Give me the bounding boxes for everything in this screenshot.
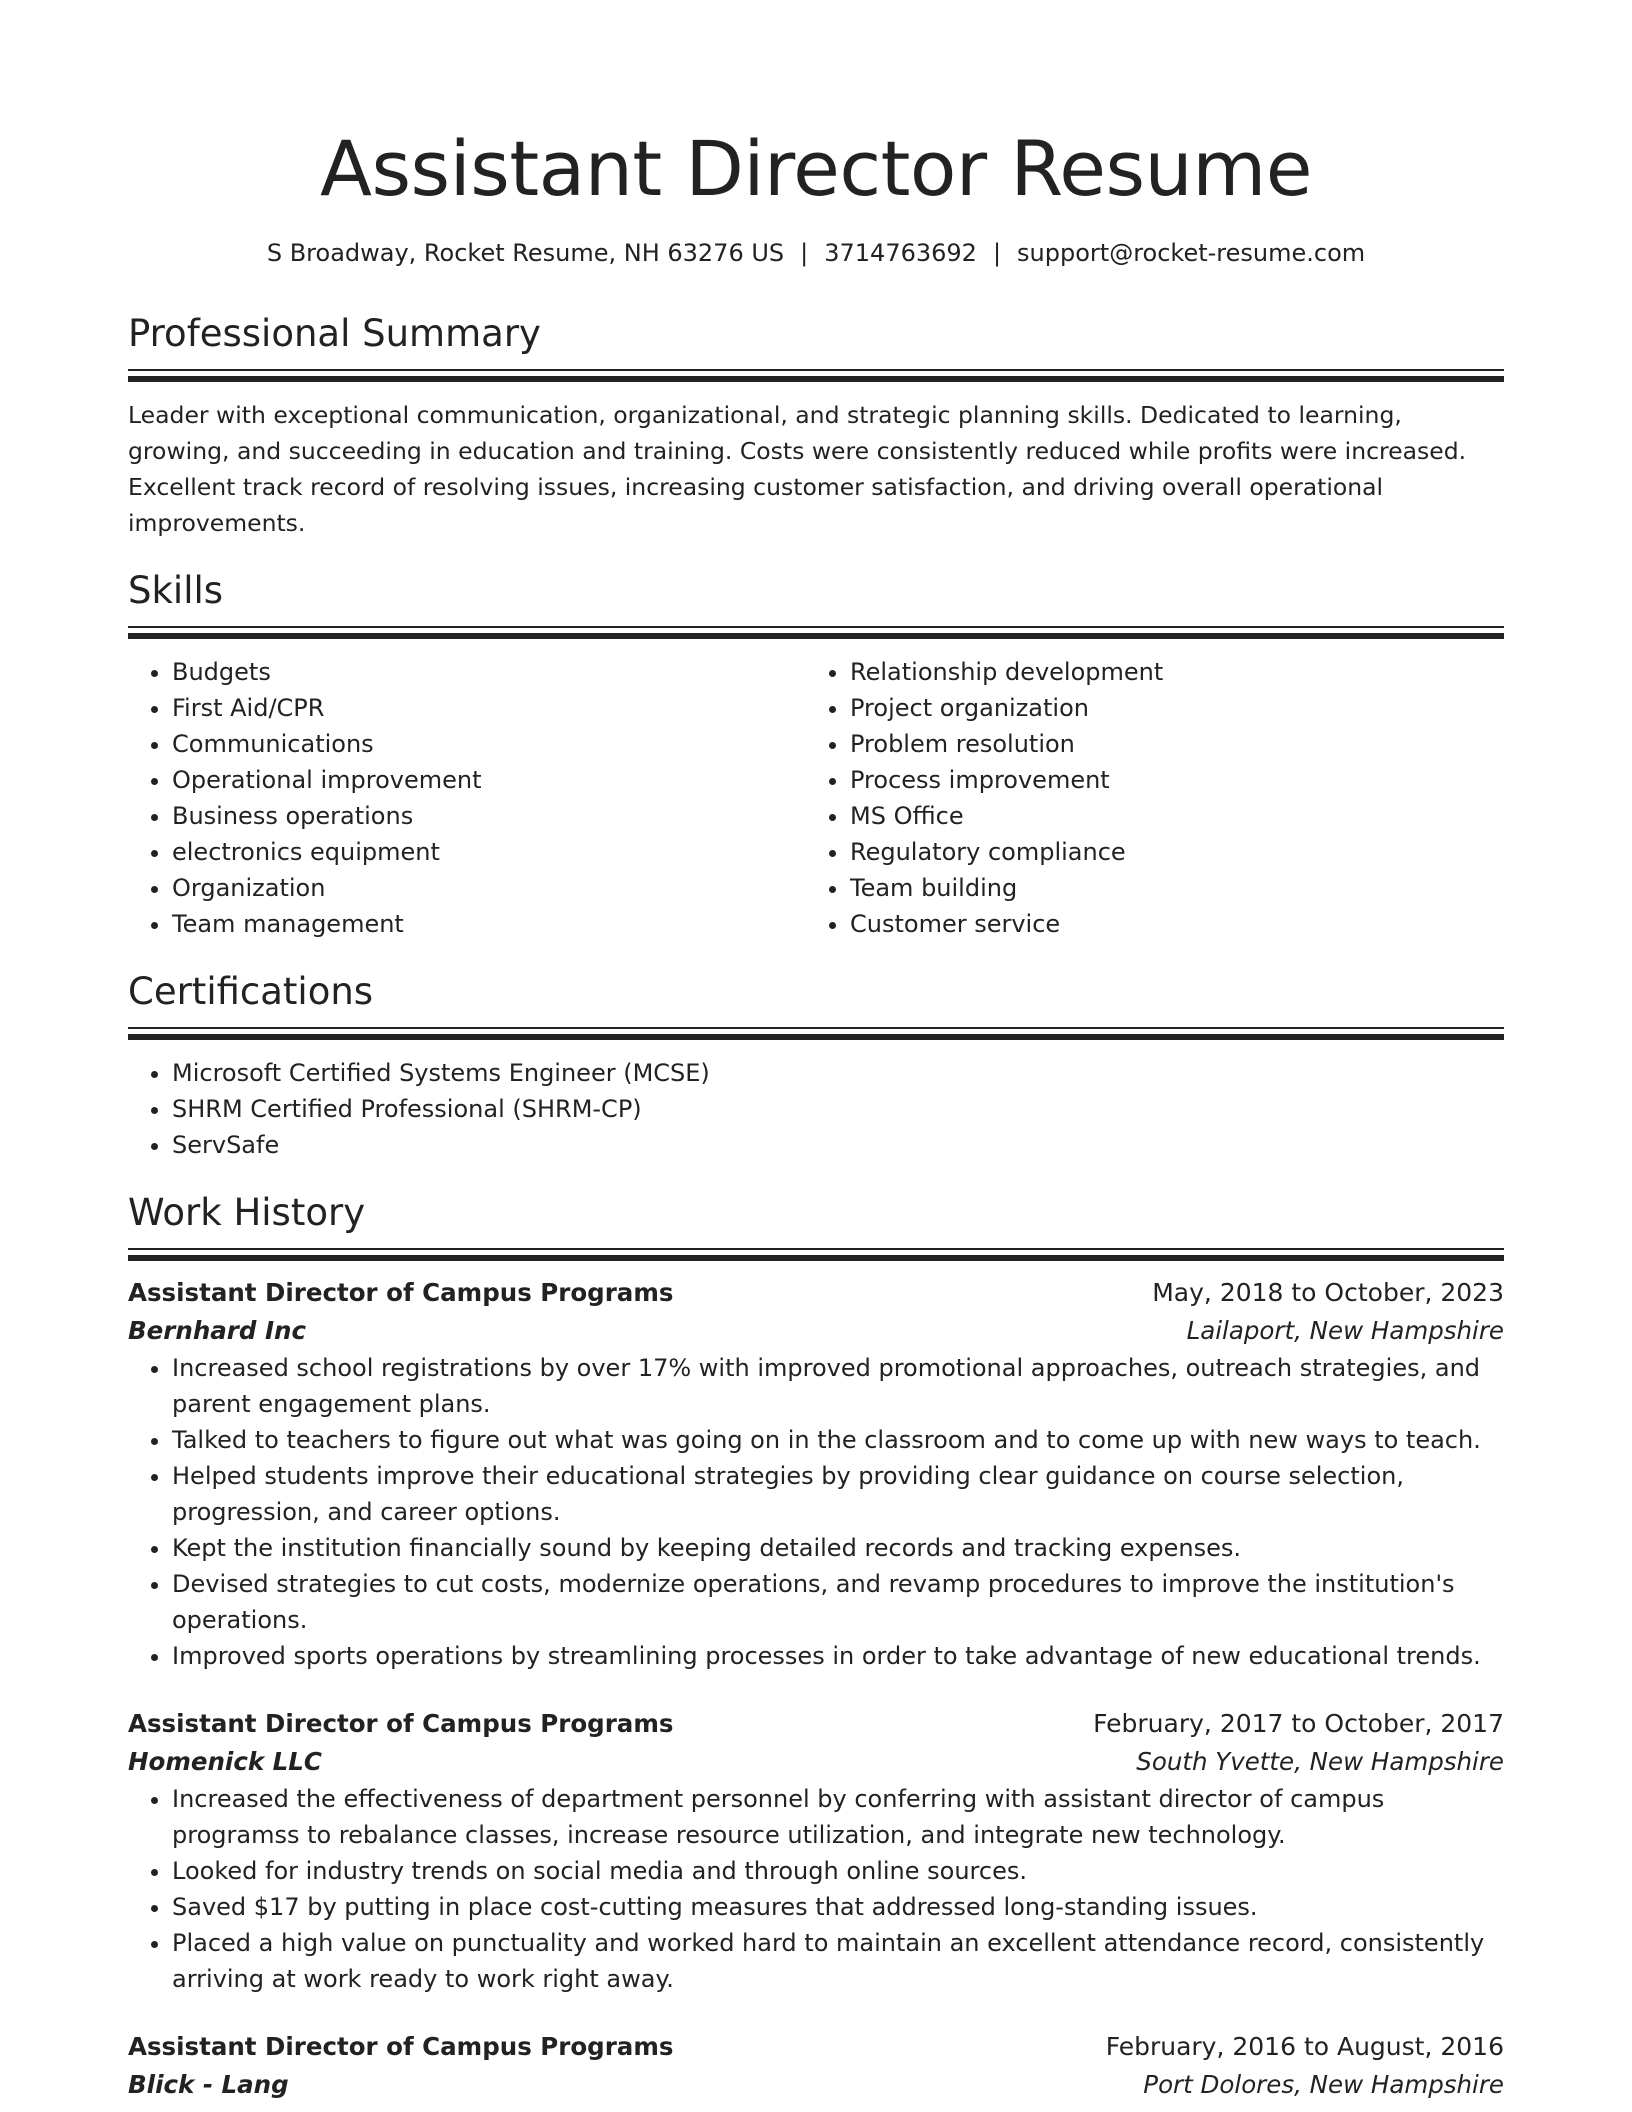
job-dates: February, 2017 to October, 2017 <box>1093 1709 1504 1738</box>
job-title: Assistant Director of Campus Programs <box>128 1709 674 1738</box>
job-location: South Yvette, New Hampshire <box>1136 1747 1504 1776</box>
work-history-heading: Work History <box>128 1191 366 1234</box>
job-subheader <box>128 1312 1504 1350</box>
contact-line <box>128 236 1504 270</box>
job-duty-item: • Looked for industry trends on social media and through online sources. <box>172 1853 1504 1889</box>
skills-list-left <box>128 654 806 942</box>
contact-address: S Broadway, Rocket Resume, NH 63276 US <box>266 239 785 267</box>
job-header <box>128 2028 1504 2066</box>
skill-item: • Communications <box>172 726 806 762</box>
skill-item: • electronics equipment <box>172 834 806 870</box>
skill-item: • Relationship development <box>850 654 1484 690</box>
skills-list-right <box>806 654 1484 942</box>
certifications-section <box>128 967 1504 1163</box>
resume-title: Assistant Director Resume <box>319 124 1313 213</box>
job-dates: February, 2016 to August, 2016 <box>1105 2032 1504 2061</box>
job-title: Assistant Director of Campus Programs <box>128 2032 674 2061</box>
skills-section <box>128 566 1504 942</box>
job-subheader <box>128 1743 1504 1781</box>
skills-heading: Skills <box>128 569 224 612</box>
contact-phone: 3714763692 <box>824 239 977 267</box>
job-header <box>128 1705 1504 1743</box>
skills-column-right <box>806 654 1484 942</box>
job-duty-item: • Placed a high value on punctuality and worked hard to maintain an excellent attendance record, consistently arriving at work ready to work right away. <box>172 1925 1504 1997</box>
skill-item: • Operational improvement <box>172 762 806 798</box>
job-duty-item: • Increased school registrations by over 17% with improved promotional approaches, outreach strategies, and parent engagement plans. <box>172 1350 1504 1422</box>
job-duty-item: • Devised strategies to cut costs, modernize operations, and revamp procedures to improve the institution's operations. <box>172 1566 1504 1638</box>
summary-heading: Professional Summary <box>128 312 541 355</box>
skill-item: • Regulatory compliance <box>850 834 1484 870</box>
job-duty-item: • Saved $17 by putting in place cost-cutting measures that addressed long-standing issues. <box>172 1889 1504 1925</box>
certification-item: • ServSafe <box>172 1127 1504 1163</box>
resume-page <box>128 0 1504 2104</box>
section-divider <box>128 626 1504 640</box>
job-dates: May, 2018 to October, 2023 <box>1152 1278 1504 1307</box>
skill-item: • First Aid/CPR <box>172 690 806 726</box>
job-subheader <box>128 2066 1504 2104</box>
job-location: Port Dolores, New Hampshire <box>1143 2070 1504 2099</box>
contact-email: support@rocket-resume.com <box>1017 239 1366 267</box>
skills-column-left <box>128 654 806 942</box>
skill-item: • MS Office <box>850 798 1484 834</box>
skill-item: • Team management <box>172 906 806 942</box>
job-duty-item: • Increased the effectiveness of department personnel by conferring with assistant director of campus programss to rebalance classes, increase resource utilization, and integrate new technology. <box>172 1781 1504 1853</box>
certifications-heading: Certifications <box>128 970 374 1013</box>
job-entry <box>128 1274 1504 1674</box>
skill-item: • Project organization <box>850 690 1484 726</box>
summary-section <box>128 309 1504 541</box>
job-title: Assistant Director of Campus Programs <box>128 1278 674 1307</box>
skill-item: • Process improvement <box>850 762 1484 798</box>
section-divider <box>128 1027 1504 1041</box>
job-duty-item: • Helped students improve their educational strategies by providing clear guidance on course selection, progression, and career options. <box>172 1458 1504 1530</box>
job-duty-item: • Kept the institution financially sound by keeping detailed records and tracking expenses. <box>172 1530 1504 1566</box>
certification-item: • Microsoft Certified Systems Engineer (MCSE) <box>172 1055 1504 1091</box>
contact-separator: | <box>992 239 1002 267</box>
certifications-list <box>128 1055 1504 1163</box>
skill-item: • Customer service <box>850 906 1484 942</box>
skill-item: • Business operations <box>172 798 806 834</box>
job-company: Bernhard Inc <box>128 1316 307 1345</box>
job-duties-list <box>128 1781 1504 1997</box>
work-history-section <box>128 1188 1504 2104</box>
job-duty-item: • Talked to teachers to figure out what was going on in the classroom and to come up with new ways to teach. <box>172 1422 1504 1458</box>
section-divider <box>128 369 1504 383</box>
certification-item: • SHRM Certified Professional (SHRM-CP) <box>172 1091 1504 1127</box>
contact-separator: | <box>800 239 809 267</box>
job-duty-item: • Improved sports operations by streamlining processes in order to take advantage of new educational trends. <box>172 1638 1504 1674</box>
skill-item: • Problem resolution <box>850 726 1484 762</box>
skill-item: • Budgets <box>172 654 806 690</box>
skill-item: • Team building <box>850 870 1484 906</box>
job-entry <box>128 1705 1504 1997</box>
skill-item: • Organization <box>172 870 806 906</box>
job-entry <box>128 2028 1504 2104</box>
section-divider <box>128 1248 1504 1262</box>
skills-columns <box>128 654 1504 942</box>
job-location: Lailaport, New Hampshire <box>1186 1316 1504 1345</box>
summary-text: Leader with exceptional communication, organizational, and strategic planning skills. Dedicated to learning, growing, and succeeding in education and training. Costs were consistently reduced while profits were increased. Excellent track record of resolving issues, increasing customer satisfaction, and driving overall operational improvements. <box>128 401 1467 537</box>
job-duties-list <box>128 1350 1504 1674</box>
job-header <box>128 1274 1504 1312</box>
job-company: Homenick LLC <box>128 1747 322 1776</box>
job-company: Blick - Lang <box>128 2070 289 2099</box>
